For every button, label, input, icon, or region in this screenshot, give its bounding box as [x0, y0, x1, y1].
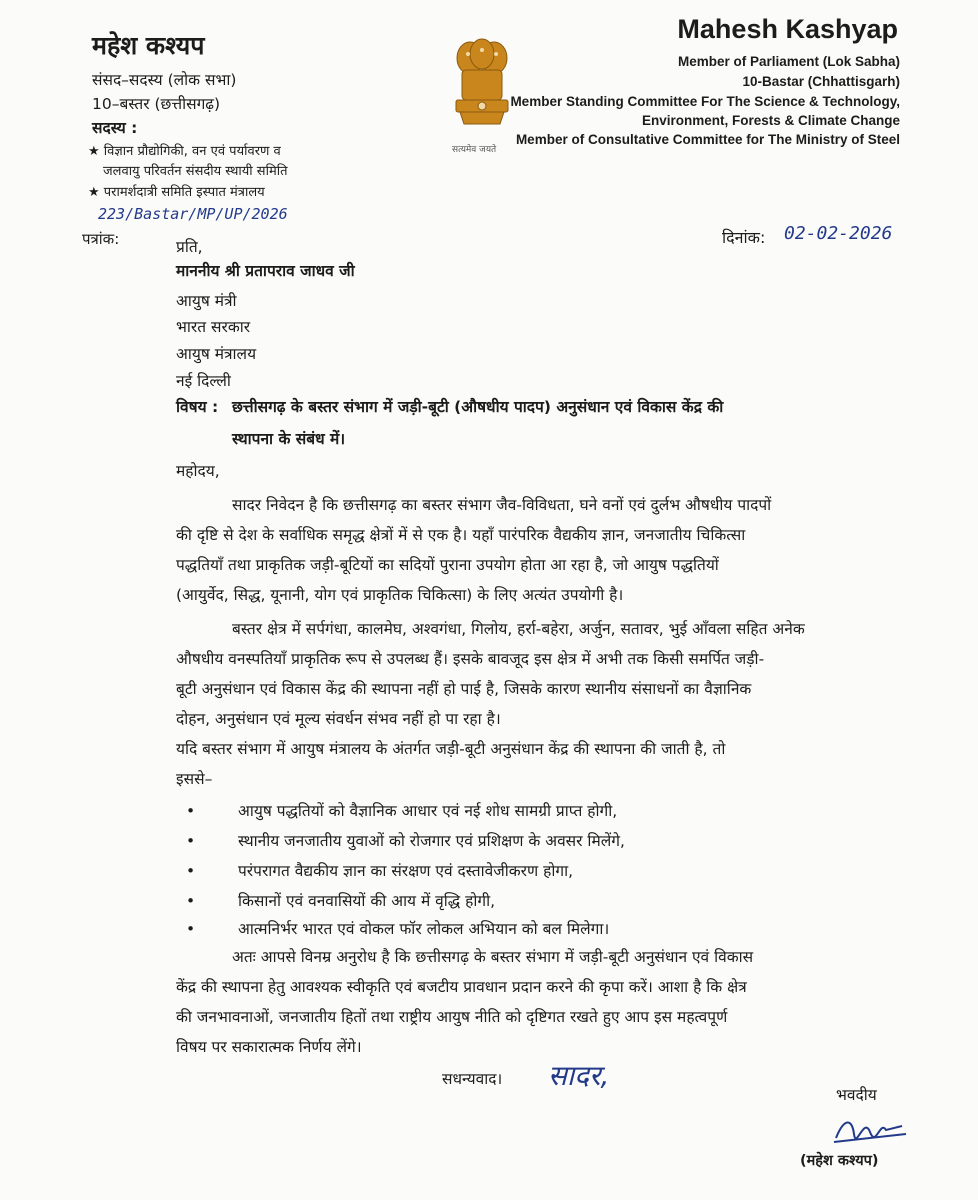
salutation: महोदय, — [176, 462, 220, 480]
letterhead-hindi-line1: संसद–सदस्य (लोक सभा) — [92, 71, 237, 89]
letterhead-english-line4: Environment, Forests & Climate Change — [641, 113, 900, 128]
letterhead-hindi-name: महेश कश्यप — [92, 31, 205, 60]
para2-line2: औषधीय वनस्पतियाँ प्राकृतिक रूप से उपलब्ध हैं। इसके बावजूद इस क्षेत्र में अभी तक किसी समर्पित जड़ी- — [176, 650, 765, 668]
para3-line2: इससे– — [176, 770, 213, 788]
date-label: दिनांक: — [722, 228, 766, 247]
para4-line1: अतः आपसे विनम्र अनुरोध है कि छत्तीसगढ़ के बस्तर संभाग में जड़ी-बूटी अनुसंधान एवं विकास — [232, 948, 754, 966]
star-icon: ★ — [88, 144, 100, 159]
letterhead-english-name: Mahesh Kashyap — [677, 14, 898, 44]
date-value: 02-02-2026 — [784, 223, 893, 244]
letterhead-hindi-line3: सदस्य : — [92, 119, 138, 137]
letterhead-hindi-bullet2 — [88, 182, 265, 200]
para2-line3: बूटी अनुसंधान एवं विकास केंद्र की स्थापना नहीं हो पाई है, जिसके कारण स्थानीय संसाधनों का वैज्ञानिक — [176, 680, 752, 698]
recipient-line3: आयुष मंत्रालय — [176, 345, 257, 363]
recipient-name: माननीय श्री प्रतापराव जाधव जी — [176, 262, 355, 280]
emblem-caption: सत्यमेव जयते — [452, 145, 497, 155]
bullet-4-text: किसानों एवं वनवासियों की आय में वृद्धि होगी, — [238, 892, 496, 910]
bullet-dot: • — [186, 892, 196, 910]
closing-bhavdiya: भवदीय — [836, 1086, 877, 1104]
letterhead-hindi-bullet2-text: परामर्शदात्री समिति इस्पात मंत्रालय — [103, 185, 265, 200]
letterhead-hindi-line2: 10–बस्तर (छत्तीसगढ़) — [92, 95, 221, 113]
para2-line1: बस्तर क्षेत्र में सर्पगंधा, कालमेघ, अश्वगंधा, गिलोय, हर्रा-बहेरा, अर्जुन, सतावर, भुई आँवला सहित अनेक — [232, 620, 805, 638]
subject-label: विषय : — [176, 398, 219, 416]
sadar-handwritten: सादर, — [548, 1059, 610, 1092]
para3-line1: यदि बस्तर संभाग में आयुष मंत्रालय के अंतर्गत जड़ी-बूटी अनुसंधान केंद्र की स्थापना की जाती है, तो — [176, 740, 726, 758]
recipient-line2: भारत सरकार — [176, 318, 251, 336]
para1-line4: (आयुर्वेद, सिद्ध, यूनानी, योग एवं प्राकृतिक चिकित्सा) के लिए अत्यंत उपयोगी है। — [176, 586, 624, 604]
para4-line3: की जनभावनाओं, जनजातीय हितों तथा राष्ट्रीय आयुष नीति को दृष्टिगत रखते हुए आप इस महत्वपूर्ण — [176, 1008, 728, 1026]
para1-line3: पद्धतियाँ तथा प्राकृतिक जड़ी-बूटियों का सदियों पुराना उपयोग होता आ रहा है, जो आयुष पद्धतियों — [176, 556, 719, 574]
recipient-line1: आयुष मंत्री — [176, 292, 237, 310]
letterhead-english-line5: Member of Consultative Committee for The Ministry of Steel — [515, 132, 900, 147]
ref-number-handwritten: 223/Bastar/MP/UP/2026 — [98, 205, 288, 223]
para4-line4: विषय पर सकारात्मक निर्णय लेंगे। — [176, 1038, 362, 1056]
list-item — [186, 914, 195, 944]
bullet-5-text: आत्मनिर्भर भारत एवं वोकल फॉर लोकल अभियान को बल मिलेगा। — [238, 920, 610, 938]
list-item — [186, 826, 195, 856]
recipient-line4: नई दिल्ली — [176, 372, 231, 390]
para4-line2: केंद्र की स्थापना हेतु आवश्यक स्वीकृति एवं बजटीय प्रावधान प्रदान करने की कृपा करें। आशा है कि क्षेत्र — [176, 978, 747, 996]
letterhead-english-line3: Member Standing Committee For The Science & Technology, — [510, 94, 900, 109]
bullet-dot: • — [186, 802, 196, 820]
bullet-dot: • — [186, 862, 196, 880]
letterhead-hindi-bullet1 — [88, 141, 281, 159]
national-emblem-icon — [440, 28, 524, 148]
bullet-1-text: आयुष पद्धतियों को वैज्ञानिक आधार एवं नई शोध सामग्री प्राप्त होगी, — [238, 802, 618, 820]
bullet-2-text: स्थानीय जनजातीय युवाओं को रोजगार एवं प्रशिक्षण के अवसर मिलेंगे, — [238, 832, 625, 850]
para2-line4: दोहन, अनुसंधान एवं मूल्य संवर्धन संभव नहीं हो पा रहा है। — [176, 710, 501, 728]
recipient-prati: प्रति, — [176, 238, 203, 256]
signatory-name: (महेश कश्यप) — [800, 1153, 879, 1169]
list-item — [186, 886, 195, 916]
star-icon: ★ — [88, 185, 100, 200]
closing-thanks: सधन्यवाद। — [442, 1070, 503, 1088]
letterhead-hindi-bullet1a: विज्ञान प्रौद्योगिकी, वन एवं पर्यावरण व — [103, 144, 281, 159]
letterhead-hindi-bullet1b: जलवायु परिवर्तन संसदीय स्थायी समिति — [103, 164, 288, 179]
letterhead-english-line2: 10-Bastar (Chhattisgarh) — [742, 74, 900, 89]
subject-line2: स्थापना के संबंध में। — [232, 430, 346, 448]
ref-label: पत्रांक: — [82, 230, 120, 248]
list-item — [186, 856, 195, 886]
letterhead-english-line1: Member of Parliament (Lok Sabha) — [677, 54, 900, 69]
bullet-3-text: परंपरागत वैद्यकीय ज्ञान का संरक्षण एवं दस्तावेजीकरण होगा, — [238, 862, 574, 880]
para1-line1: सादर निवेदन है कि छत्तीसगढ़ का बस्तर संभाग जैव-विविधता, घने वनों एवं दुर्लभ औषधीय पादपों — [232, 496, 772, 514]
subject-line1: छत्तीसगढ़ के बस्तर संभाग में जड़ी-बूटी (औषधीय पादप) अनुसंधान एवं विकास केंद्र की — [232, 398, 724, 416]
bullet-dot: • — [186, 920, 196, 938]
para1-line2: की दृष्टि से देश के सर्वाधिक समृद्ध क्षेत्रों में से एक है। यहाँ पारंपरिक वैद्यकीय ज्ञान, जनजातीय चिकित्सा — [176, 526, 746, 544]
list-item — [186, 796, 195, 826]
bullet-dot: • — [186, 832, 196, 850]
